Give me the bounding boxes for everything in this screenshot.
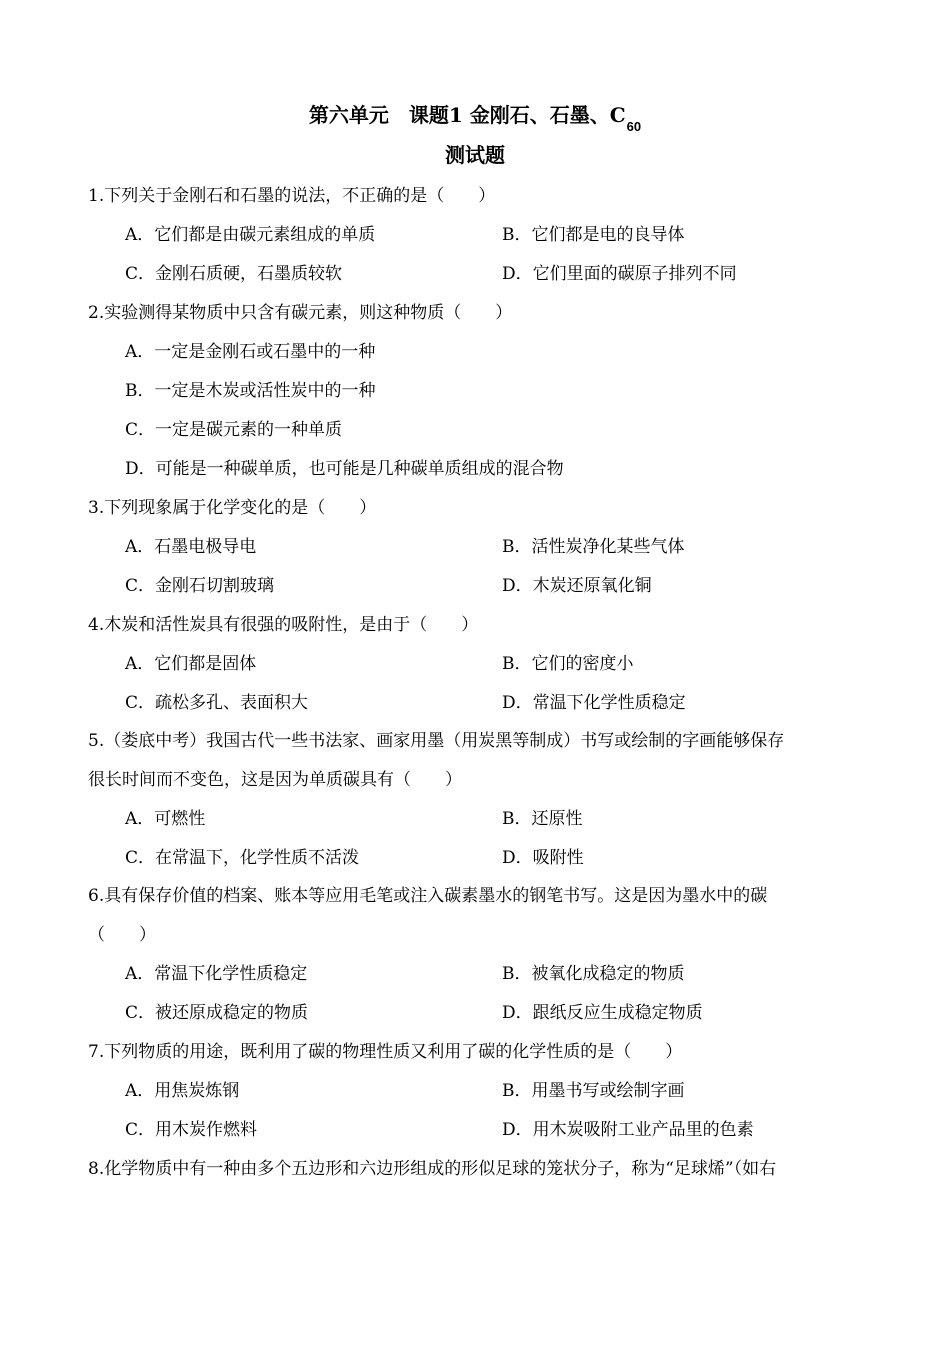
question-1-option-c: C．金刚石质硬，石墨质较软 bbox=[125, 264, 343, 284]
question-2-option-b: B．一定是木炭或活性炭中的一种 bbox=[125, 381, 376, 401]
question-3-option-d: D．木炭还原氧化铜 bbox=[502, 576, 652, 596]
question-4-stem: 4.木炭和活性炭具有很强的吸附性，是由于（ ） bbox=[88, 615, 479, 635]
question-6-option-b: B．被氧化成稳定的物质 bbox=[502, 964, 685, 984]
question-5-option-b: B．还原性 bbox=[502, 809, 583, 829]
question-6-option-d: D．跟纸反应生成稳定物质 bbox=[502, 1003, 703, 1023]
question-2-stem: 2.实验测得某物质中只含有碳元素，则这种物质（ ） bbox=[88, 303, 513, 323]
question-2-option-d: D．可能是一种碳单质，也可能是几种碳单质组成的混合物 bbox=[125, 459, 564, 479]
question-4-option-a: A．它们都是固体 bbox=[125, 654, 257, 674]
question-7-option-b: B．用墨书写或绘制字画 bbox=[502, 1081, 685, 1101]
question-7-option-d: D．用木炭吸附工业产品里的色素 bbox=[502, 1120, 754, 1140]
title-main: 第六单元 课题1 金刚石、石墨、C bbox=[308, 103, 626, 127]
question-6-option-c: C．被还原成稳定的物质 bbox=[125, 1003, 309, 1023]
question-8-stem: 8.化学物质中有一种由多个五边形和六边形组成的形似足球的笼状分子，称为“足球烯”（如右 bbox=[88, 1159, 777, 1179]
question-4-option-c: C．疏松多孔、表面积大 bbox=[125, 693, 309, 713]
question-7-option-c: C．用木炭作燃料 bbox=[125, 1120, 258, 1140]
question-4-option-d: D．常温下化学性质稳定 bbox=[502, 693, 686, 713]
title-subscript: 60 bbox=[626, 119, 642, 134]
question-3-option-c: C．金刚石切割玻璃 bbox=[125, 576, 275, 596]
question-3-stem: 3.下列现象属于化学变化的是（ ） bbox=[88, 498, 377, 518]
document-subtitle: 测试题 bbox=[445, 143, 505, 167]
question-4-option-b: B．它们的密度小 bbox=[502, 654, 634, 674]
question-1-option-d: D．它们里面的碳原子排列不同 bbox=[502, 264, 737, 284]
question-5-option-a: A．可燃性 bbox=[125, 809, 206, 829]
question-5-option-d: D．吸附性 bbox=[502, 848, 584, 868]
question-5-option-c: C．在常温下，化学性质不活泼 bbox=[125, 848, 360, 868]
question-5-stem-line-1: 5.（娄底中考）我国古代一些书法家、画家用墨（用炭黑等制成）书写或绘制的字画能够保存 bbox=[88, 731, 785, 751]
question-6-stem-line-1: 6.具有保存价值的档案、账本等应用毛笔或注入碳素墨水的钢笔书写。这是因为墨水中的碳 bbox=[88, 886, 768, 906]
question-6-stem-line-2: （ ） bbox=[88, 925, 156, 945]
question-5-stem-line-2: 很长时间而不变色，这是因为单质碳具有（ ） bbox=[88, 770, 462, 790]
question-7-stem: 7.下列物质的用途，既利用了碳的物理性质又利用了碳的化学性质的是（ ） bbox=[88, 1042, 683, 1062]
question-1-option-a: A．它们都是由碳元素组成的单质 bbox=[125, 225, 376, 245]
question-2-option-c: C．一定是碳元素的一种单质 bbox=[125, 420, 343, 440]
question-3-option-b: B．活性炭净化某些气体 bbox=[502, 537, 685, 557]
question-7-option-a: A．用焦炭炼钢 bbox=[125, 1081, 240, 1101]
question-6-option-a: A．常温下化学性质稳定 bbox=[125, 964, 308, 984]
document-title bbox=[0, 101, 950, 132]
question-2-option-a: A．一定是金刚石或石墨中的一种 bbox=[125, 342, 376, 362]
question-1-stem: 1.下列关于金刚石和石墨的说法，不正确的是（ ） bbox=[88, 186, 496, 206]
question-1-option-b: B．它们都是电的良导体 bbox=[502, 225, 685, 245]
question-3-option-a: A．石墨电极导电 bbox=[125, 537, 257, 557]
